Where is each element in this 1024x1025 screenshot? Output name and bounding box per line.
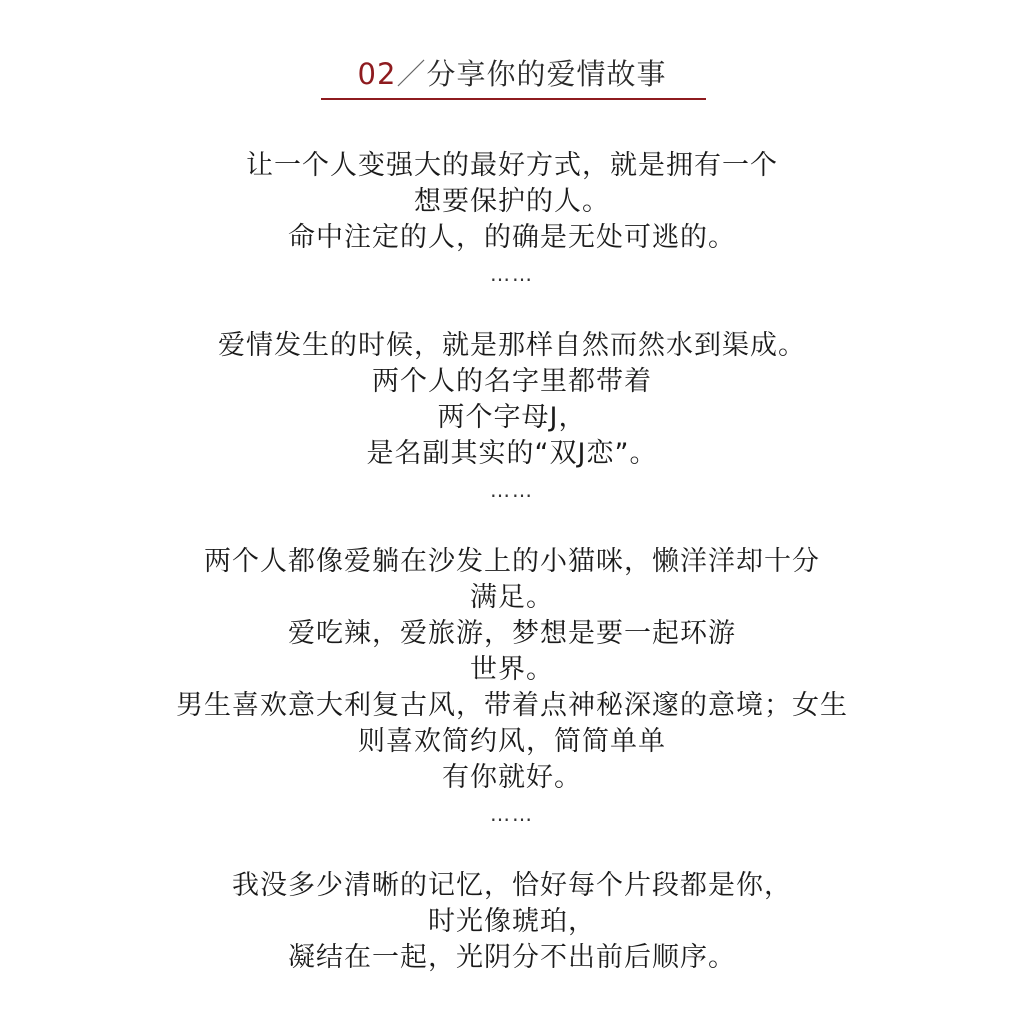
section-number: 02 bbox=[357, 57, 397, 91]
text-line: 我没多少清晰的记忆，恰好每个片段都是你， bbox=[232, 870, 792, 901]
text-line: 爱情发生的时候，就是那样自然而然水到渠成。 bbox=[218, 330, 806, 361]
text-line: 则喜欢简约风，简简单单 bbox=[358, 726, 666, 757]
text-line: 时光像琥珀， bbox=[428, 906, 596, 937]
text-line: 让一个人变强大的最好方式，就是拥有一个 bbox=[246, 150, 778, 181]
paragraph-2 bbox=[0, 328, 1024, 508]
text-line: 有你就好。 bbox=[442, 762, 582, 793]
paragraph-4 bbox=[0, 868, 1024, 976]
heading-separator: ／ bbox=[396, 57, 427, 91]
text-line: 满足。 bbox=[470, 582, 554, 613]
ellipsis-divider: …… bbox=[490, 262, 534, 286]
text-line: 是名副其实的“双J恋”。 bbox=[366, 438, 658, 469]
text-line: 世界。 bbox=[470, 654, 554, 685]
text-line: 男生喜欢意大利复古风，带着点神秘深邃的意境；女生 bbox=[176, 690, 848, 721]
text-line: 两个人的名字里都带着 bbox=[372, 366, 652, 397]
ellipsis-divider: …… bbox=[490, 802, 534, 826]
text-line: 想要保护的人。 bbox=[414, 186, 610, 217]
paragraph-gap bbox=[0, 508, 1024, 544]
section-title: 分享你的爱情故事 bbox=[426, 57, 667, 91]
paragraph-3 bbox=[0, 544, 1024, 832]
text-line: 两个字母J， bbox=[437, 402, 587, 433]
section-heading bbox=[0, 52, 1024, 96]
paragraph-gap bbox=[0, 832, 1024, 868]
text-line: 凝结在一起，光阴分不出前后顺序。 bbox=[288, 942, 736, 973]
text-line: 爱吃辣，爱旅游，梦想是要一起环游 bbox=[288, 618, 736, 649]
story-text bbox=[0, 148, 1024, 976]
heading-underline bbox=[321, 98, 706, 100]
ellipsis-divider: …… bbox=[490, 478, 534, 502]
text-line: 命中注定的人，的确是无处可逃的。 bbox=[288, 222, 736, 253]
paragraph-gap bbox=[0, 292, 1024, 328]
paragraph-1 bbox=[0, 148, 1024, 292]
text-line: 两个人都像爱躺在沙发上的小猫咪，懒洋洋却十分 bbox=[204, 546, 820, 577]
